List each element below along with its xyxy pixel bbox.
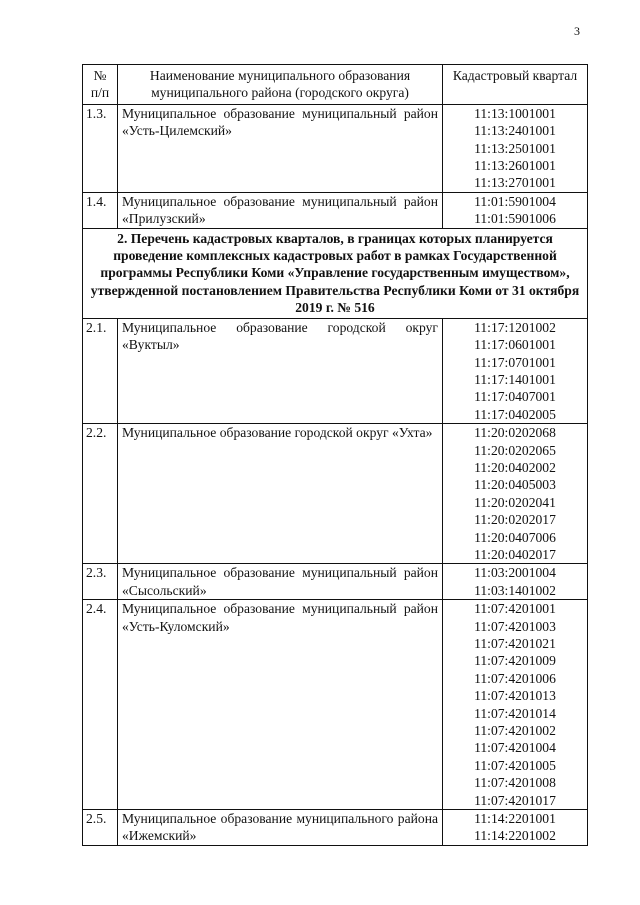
cadastral-code: 11:20:0202068 xyxy=(474,425,556,441)
cadastral-code: 11:07:4201017 xyxy=(474,792,556,808)
section-2-heading-row xyxy=(83,228,588,318)
table-body-part1 xyxy=(83,104,588,228)
cadastral-code: 11:20:0402017 xyxy=(474,546,556,562)
page-number: 3 xyxy=(574,24,580,38)
table-row xyxy=(83,318,588,423)
row-number: 2.1. xyxy=(83,318,118,423)
cadastral-code: 11:20:0202065 xyxy=(474,442,556,458)
section-2-title: 2. Перечень кадастровых кварталов, в границах которых планируется проведение комплексных кадастровых работ в рамках Государственной программы Республики Коми «Управление государственным имуществом», утвержденной постановлением Правительства Республики Коми от 31 октября 2019 г. № 516 xyxy=(83,228,588,318)
cadastral-codes-cell xyxy=(443,424,588,564)
cadastral-codes-cell xyxy=(443,318,588,423)
municipality-name: Муниципальное образование муниципальный район «Усть-Цилемский» xyxy=(118,104,443,192)
cadastral-code: 11:13:1001001 xyxy=(474,105,556,121)
cadastral-code: 11:07:4201009 xyxy=(474,653,556,669)
cadastral-code: 11:13:2601001 xyxy=(474,158,556,174)
cadastral-code: 11:07:4201002 xyxy=(474,723,556,739)
cadastral-code: 11:07:4201013 xyxy=(474,688,556,704)
cadastral-code: 11:01:5901006 xyxy=(474,211,556,227)
table-row xyxy=(83,600,588,810)
header-number: № п/п xyxy=(83,65,118,105)
cadastral-code: 11:17:1201002 xyxy=(474,319,556,335)
cadastral-code: 11:03:1401002 xyxy=(474,582,556,598)
cadastral-code: 11:17:0701001 xyxy=(474,354,556,370)
row-number: 2.2. xyxy=(83,424,118,564)
cadastral-codes-cell xyxy=(443,810,588,846)
cadastral-code: 11:07:4201005 xyxy=(474,757,556,773)
cadastral-code: 11:07:4201021 xyxy=(474,636,556,651)
cadastral-code: 11:17:0601001 xyxy=(474,337,556,353)
header-municipality: Наименование муниципального образования муниципального района (городского округа) xyxy=(118,65,443,105)
cadastral-code: 11:13:2501001 xyxy=(474,140,556,156)
table-row xyxy=(83,192,588,228)
row-number: 2.3. xyxy=(83,564,118,600)
cadastral-code: 11:17:0402005 xyxy=(474,406,556,422)
cadastral-codes-cell xyxy=(443,564,588,600)
municipality-name: Муниципальное образование городской округ «Вуктыл» xyxy=(118,318,443,423)
municipality-name: Муниципальное образование муниципальный район «Усть-Куломский» xyxy=(118,600,443,810)
cadastral-code: 11:07:4201006 xyxy=(474,670,556,686)
cadastral-code: 11:20:0405003 xyxy=(474,477,556,493)
municipality-name: Муниципальное образование муниципального района «Ижемский» xyxy=(118,810,443,846)
cadastral-codes-cell xyxy=(443,600,588,810)
cadastral-code: 11:14:2201002 xyxy=(474,828,556,844)
cadastral-code: 11:17:0407001 xyxy=(474,389,556,405)
cadastral-quarters-table xyxy=(82,64,588,846)
row-number: 2.5. xyxy=(83,810,118,846)
table-header-row xyxy=(83,65,588,105)
cadastral-code: 11:01:5901004 xyxy=(474,193,556,209)
cadastral-code: 11:20:0407006 xyxy=(474,529,556,545)
header-cadastral-quarter: Кадастровый квартал xyxy=(443,65,588,105)
cadastral-code: 11:14:2201001 xyxy=(474,811,556,827)
cadastral-codes-cell xyxy=(443,192,588,228)
table-row xyxy=(83,424,588,564)
cadastral-code: 11:20:0202017 xyxy=(474,512,556,528)
section-2-body xyxy=(83,228,588,318)
row-number: 1.3. xyxy=(83,104,118,192)
cadastral-code: 11:17:1401001 xyxy=(474,371,556,387)
cadastral-code: 11:07:4201008 xyxy=(474,775,556,791)
cadastral-code: 11:07:4201004 xyxy=(474,740,556,756)
cadastral-code: 11:03:2001004 xyxy=(474,565,556,581)
table-row xyxy=(83,810,588,846)
municipality-name: Муниципальное образование муниципальный район «Прилузский» xyxy=(118,192,443,228)
cadastral-code: 11:20:0202041 xyxy=(474,494,556,510)
cadastral-code: 11:13:2701001 xyxy=(474,175,556,191)
table-row xyxy=(83,104,588,192)
municipality-name: Муниципальное образование муниципальный район «Сысольский» xyxy=(118,564,443,600)
cadastral-code: 11:07:4201003 xyxy=(474,618,556,634)
municipality-name: Муниципальное образование городской округ «Ухта» xyxy=(118,424,443,564)
cadastral-codes-cell xyxy=(443,104,588,192)
cadastral-code: 11:13:2401001 xyxy=(474,123,556,139)
cadastral-code: 11:07:4201014 xyxy=(474,705,556,721)
cadastral-code: 11:07:4201001 xyxy=(474,601,556,617)
table-body-part2 xyxy=(83,318,588,845)
table-row xyxy=(83,564,588,600)
cadastral-code: 11:20:0402002 xyxy=(474,459,556,475)
row-number: 2.4. xyxy=(83,600,118,810)
row-number: 1.4. xyxy=(83,192,118,228)
